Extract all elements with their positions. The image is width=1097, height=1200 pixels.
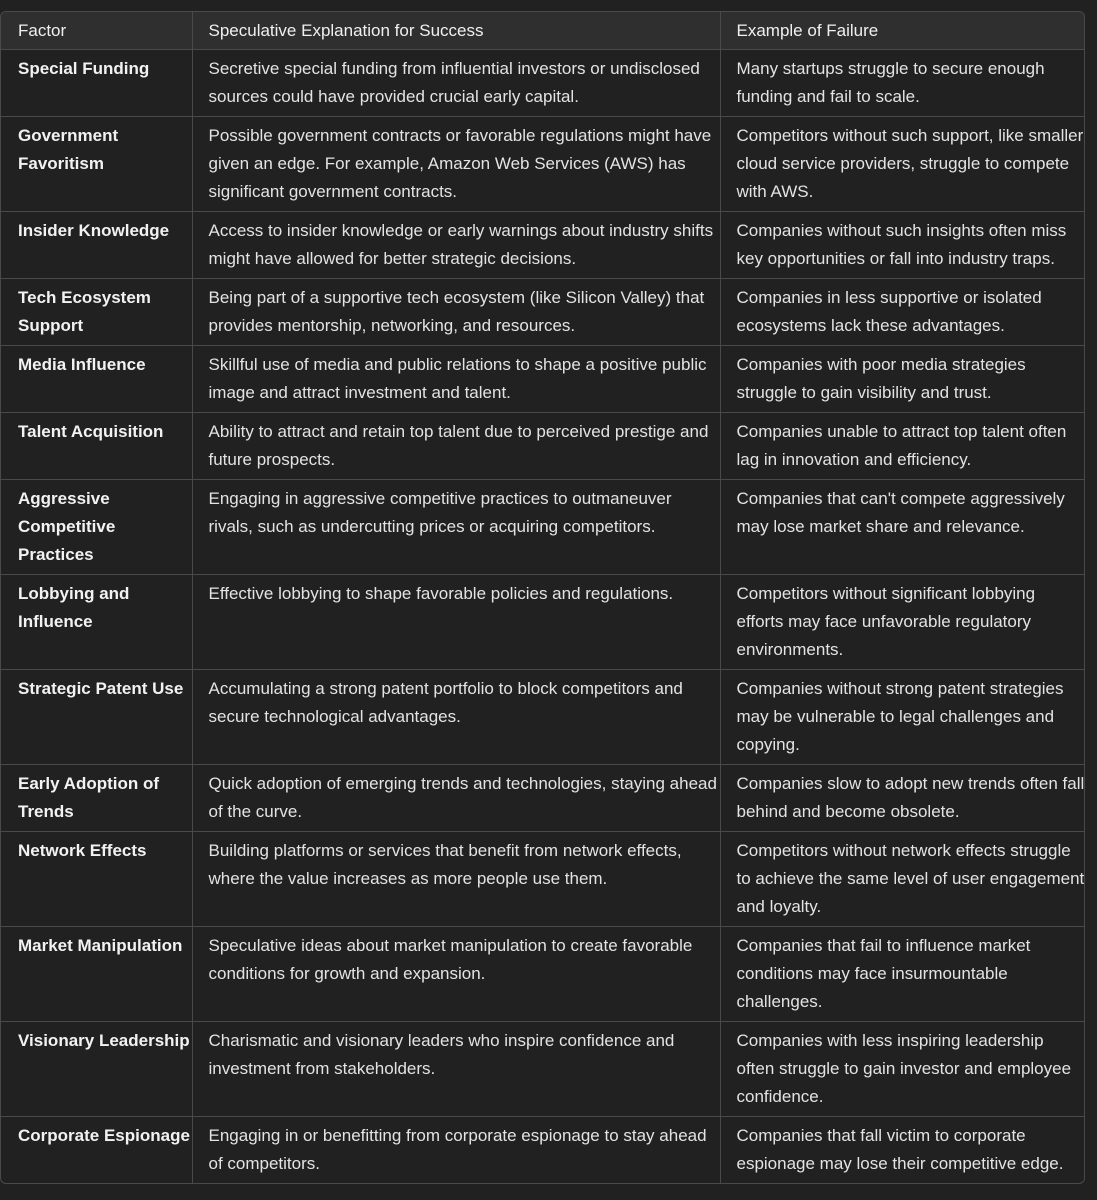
failure-cell: Companies that fall victim to corporate espionage may lose their competitive edge. (720, 1117, 1085, 1184)
table-row (1, 575, 1085, 670)
factor-cell: Network Effects (1, 832, 192, 927)
failure-cell: Companies slow to adopt new trends often fall behind and become obsolete. (720, 765, 1085, 832)
table-row (1, 1022, 1085, 1117)
table-row (1, 670, 1085, 765)
table-row (1, 413, 1085, 480)
failure-cell: Companies that can't compete aggressively may lose market share and relevance. (720, 480, 1085, 575)
header-factor: Factor (1, 12, 192, 50)
failure-cell: Companies with less inspiring leadership often struggle to gain investor and employee confidence. (720, 1022, 1085, 1117)
failure-cell: Many startups struggle to secure enough funding and fail to scale. (720, 50, 1085, 117)
explanation-cell: Possible government contracts or favorable regulations might have given an edge. For example, Amazon Web Services (AWS) has significant government contracts. (192, 117, 720, 212)
failure-cell: Companies with poor media strategies struggle to gain visibility and trust. (720, 346, 1085, 413)
explanation-cell: Secretive special funding from influential investors or undisclosed sources could have provided crucial early capital. (192, 50, 720, 117)
explanation-cell: Effective lobbying to shape favorable policies and regulations. (192, 575, 720, 670)
comparison-table (0, 11, 1085, 1184)
header-failure: Example of Failure (720, 12, 1085, 50)
factor-cell: Corporate Espionage (1, 1117, 192, 1184)
table-row (1, 279, 1085, 346)
failure-cell: Companies without strong patent strategies may be vulnerable to legal challenges and copying. (720, 670, 1085, 765)
factor-cell: Lobbying and Influence (1, 575, 192, 670)
factor-cell: Strategic Patent Use (1, 670, 192, 765)
failure-cell: Companies that fail to influence market conditions may face insurmountable challenges. (720, 927, 1085, 1022)
explanation-cell: Engaging in or benefitting from corporate espionage to stay ahead of competitors. (192, 1117, 720, 1184)
table-row (1, 117, 1085, 212)
factor-cell: Visionary Leadership (1, 1022, 192, 1117)
table-row (1, 765, 1085, 832)
factor-cell: Aggressive Competitive Practices (1, 480, 192, 575)
factor-cell: Early Adoption of Trends (1, 765, 192, 832)
explanation-cell: Building platforms or services that benefit from network effects, where the value increases as more people use them. (192, 832, 720, 927)
factor-cell: Talent Acquisition (1, 413, 192, 480)
explanation-cell: Quick adoption of emerging trends and technologies, staying ahead of the curve. (192, 765, 720, 832)
factor-cell: Special Funding (1, 50, 192, 117)
failure-cell: Companies in less supportive or isolated ecosystems lack these advantages. (720, 279, 1085, 346)
factor-cell: Insider Knowledge (1, 212, 192, 279)
failure-cell: Competitors without network effects struggle to achieve the same level of user engagement and loyalty. (720, 832, 1085, 927)
factor-cell: Government Favoritism (1, 117, 192, 212)
failure-cell: Companies unable to attract top talent often lag in innovation and efficiency. (720, 413, 1085, 480)
explanation-cell: Speculative ideas about market manipulation to create favorable conditions for growth and expansion. (192, 927, 720, 1022)
explanation-cell: Accumulating a strong patent portfolio to block competitors and secure technological advantages. (192, 670, 720, 765)
factor-cell: Media Influence (1, 346, 192, 413)
failure-cell: Competitors without significant lobbying efforts may face unfavorable regulatory environments. (720, 575, 1085, 670)
explanation-cell: Ability to attract and retain top talent due to perceived prestige and future prospects. (192, 413, 720, 480)
table-body (1, 50, 1085, 1184)
explanation-cell: Access to insider knowledge or early warnings about industry shifts might have allowed for better strategic decisions. (192, 212, 720, 279)
explanation-cell: Skillful use of media and public relations to shape a positive public image and attract investment and talent. (192, 346, 720, 413)
table-row (1, 1117, 1085, 1184)
table-row (1, 927, 1085, 1022)
failure-cell: Companies without such insights often miss key opportunities or fall into industry traps. (720, 212, 1085, 279)
table-row (1, 212, 1085, 279)
header-row (1, 12, 1085, 50)
table-header (1, 12, 1085, 50)
failure-cell: Competitors without such support, like smaller cloud service providers, struggle to compete with AWS. (720, 117, 1085, 212)
table-row (1, 50, 1085, 117)
table-row (1, 832, 1085, 927)
explanation-cell: Being part of a supportive tech ecosystem (like Silicon Valley) that provides mentorship, networking, and resources. (192, 279, 720, 346)
header-explanation: Speculative Explanation for Success (192, 12, 720, 50)
explanation-cell: Engaging in aggressive competitive practices to outmaneuver rivals, such as undercutting prices or acquiring competitors. (192, 480, 720, 575)
factor-cell: Market Manipulation (1, 927, 192, 1022)
table-row (1, 346, 1085, 413)
factors-table (1, 12, 1085, 1183)
factor-cell: Tech Ecosystem Support (1, 279, 192, 346)
explanation-cell: Charismatic and visionary leaders who inspire confidence and investment from stakeholders. (192, 1022, 720, 1117)
table-row (1, 480, 1085, 575)
